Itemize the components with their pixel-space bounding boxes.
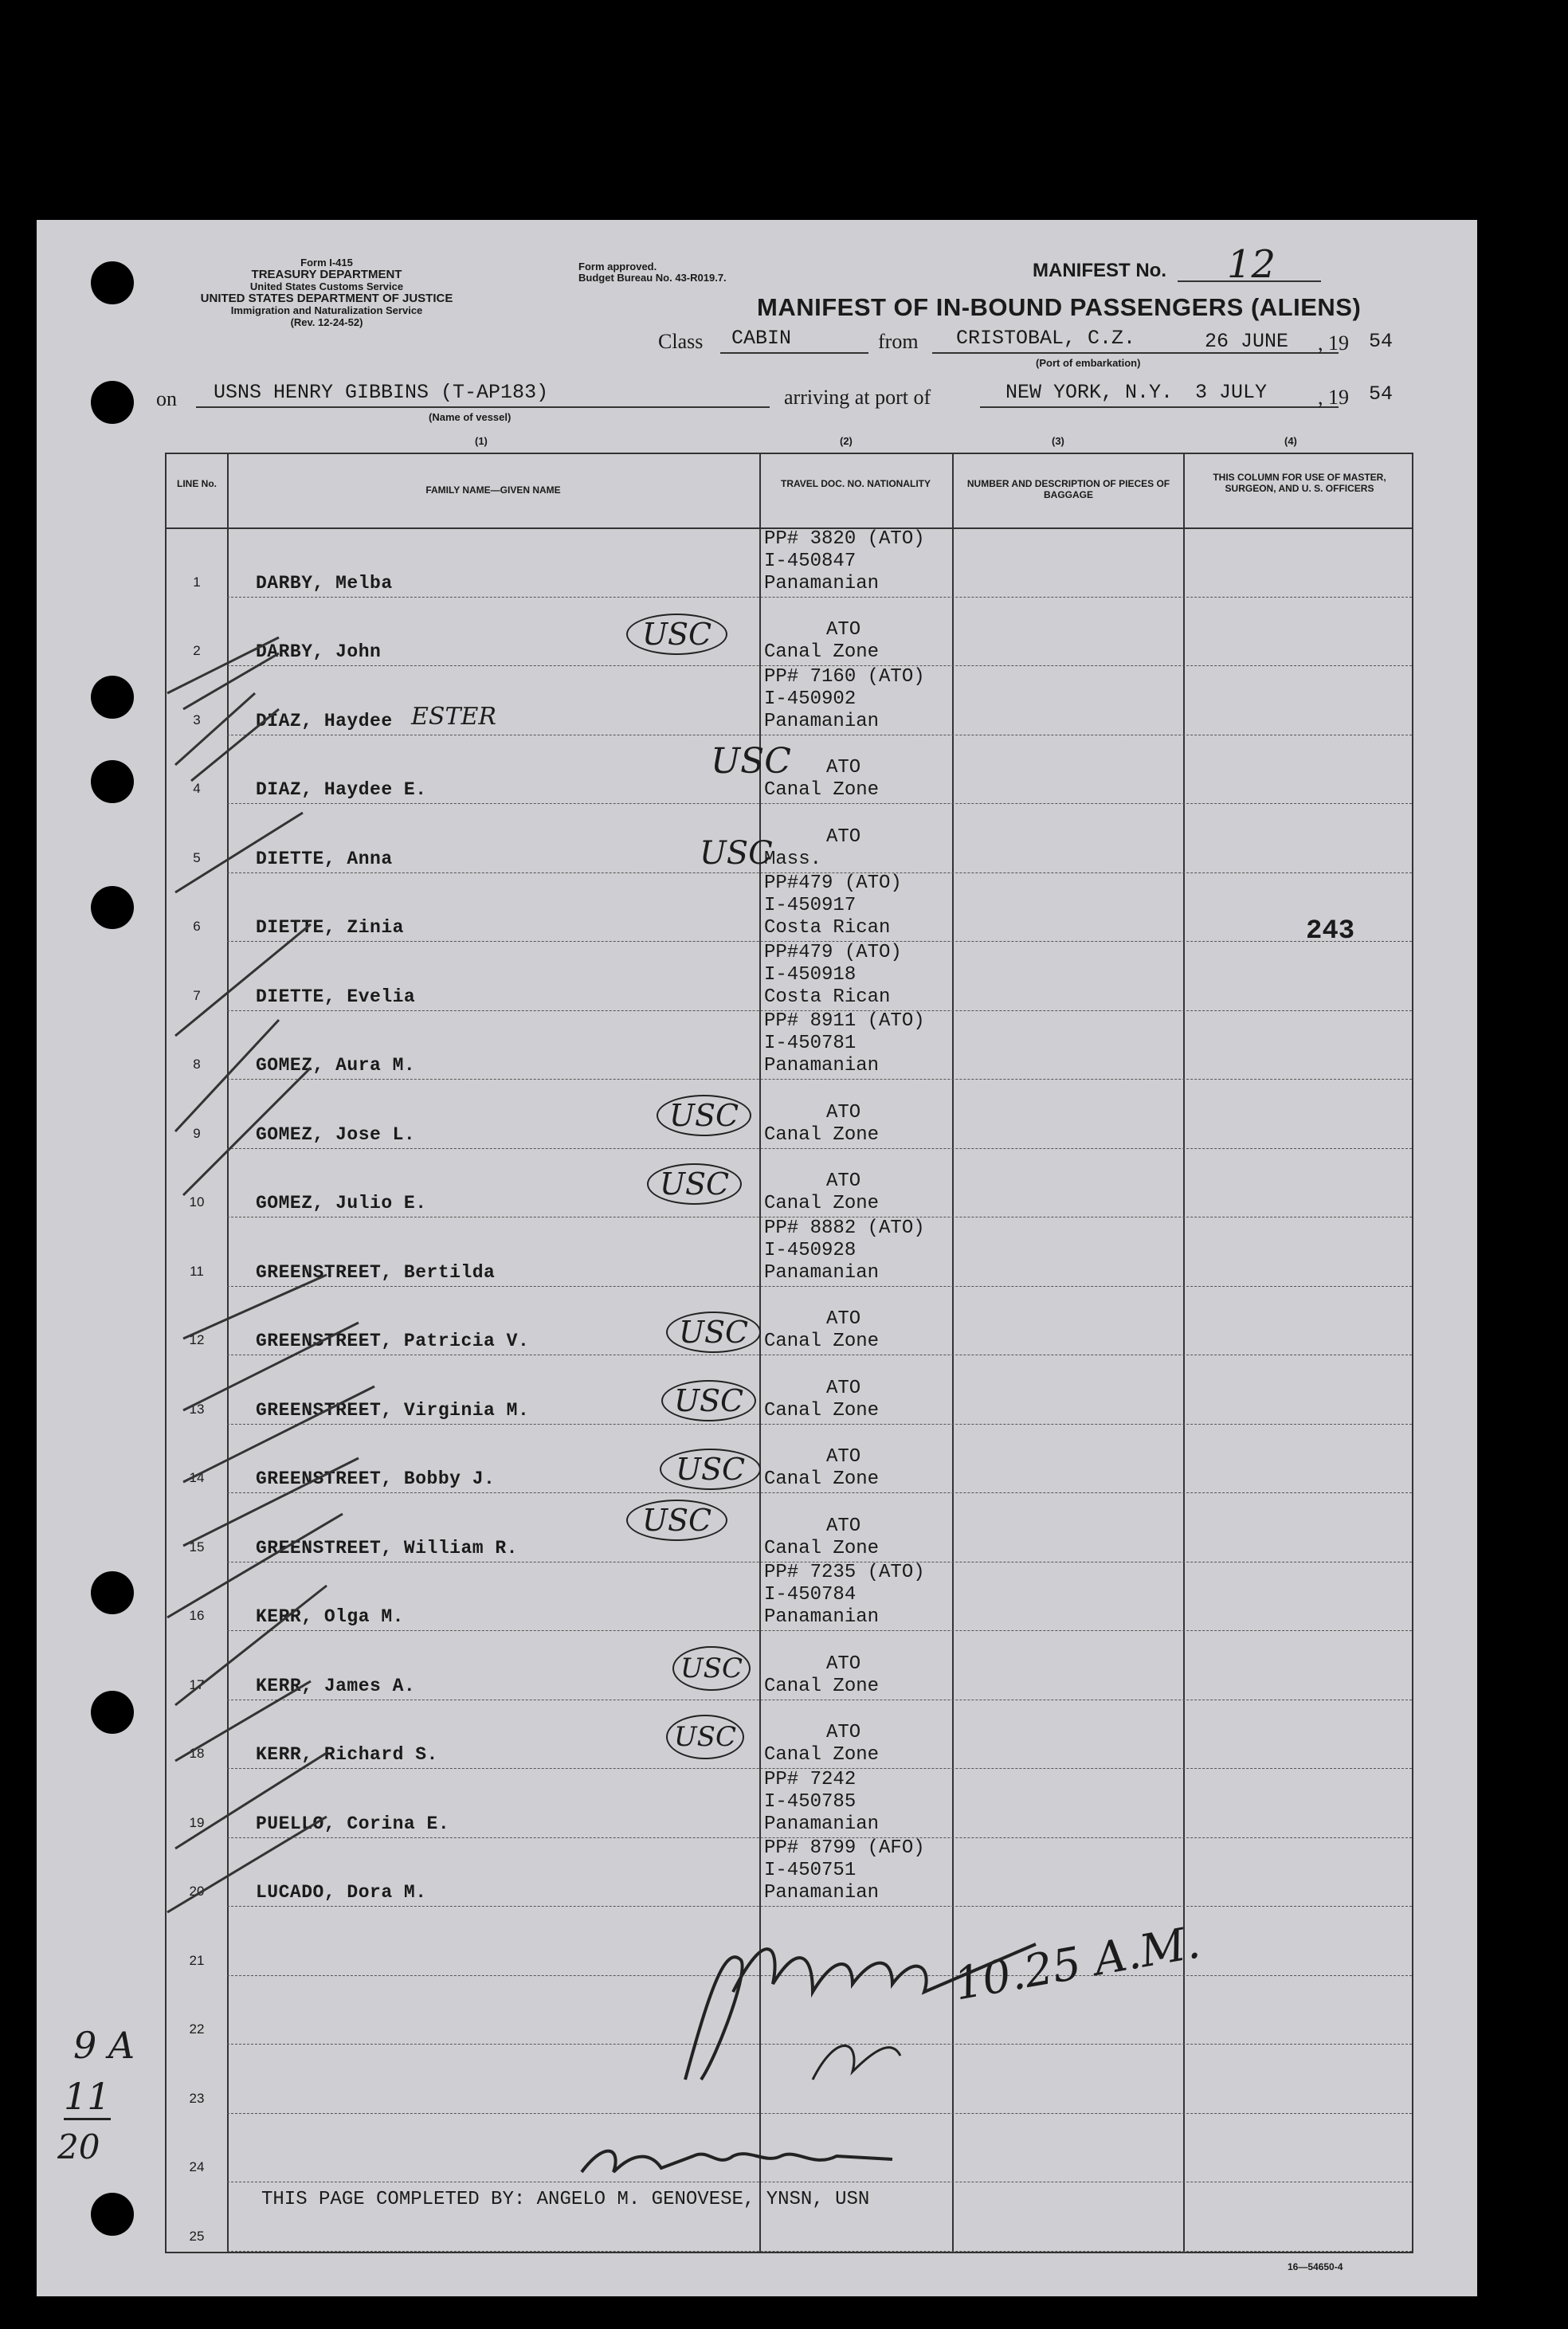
travel-doc-line: Canal Zone bbox=[764, 1468, 880, 1490]
travel-doc-line: PP# 7160 (ATO) bbox=[764, 665, 925, 688]
line-number: 20 bbox=[189, 1884, 205, 1899]
port-embarkation-label: (Port of embarkation) bbox=[1036, 357, 1141, 369]
travel-doc-line: Canal Zone bbox=[764, 641, 880, 663]
header-baggage: NUMBER AND DESCRIPTION OF PIECES OF BAGGAGE bbox=[966, 478, 1170, 500]
travel-doc-line: I-450751 bbox=[764, 1860, 857, 1881]
travel-doc-line: Panamanian bbox=[764, 1261, 880, 1284]
punch-hole bbox=[91, 1571, 134, 1614]
line-number: 4 bbox=[193, 781, 201, 796]
from-label: from bbox=[878, 330, 919, 353]
travel-doc-line: Panamanian bbox=[764, 1882, 880, 1904]
travel-doc-line: Costa Rican bbox=[764, 986, 891, 1008]
column-number: (4) bbox=[1284, 435, 1297, 447]
travel-doc-line: Canal Zone bbox=[764, 1193, 880, 1214]
header-name: FAMILY NAME—GIVEN NAME bbox=[425, 484, 561, 496]
travel-doc-line: PP# 8882 (ATO) bbox=[764, 1217, 925, 1239]
line-number: 19 bbox=[189, 1814, 205, 1830]
travel-doc-line: ATO bbox=[826, 1653, 861, 1675]
arriving-label: arriving at port of bbox=[784, 386, 931, 409]
passenger-name: GOMEZ, Julio E. bbox=[256, 1193, 427, 1214]
manifest-title: MANIFEST OF IN-BOUND PASSENGERS (ALIENS) bbox=[757, 293, 1362, 321]
class-label: Class bbox=[658, 330, 704, 353]
header-officers: THIS COLUMN FOR USE OF MASTER, SURGEON, AND U. S. OFFICERS bbox=[1213, 472, 1386, 494]
passenger-name: KERR, Olga M. bbox=[256, 1606, 404, 1627]
line-number: 24 bbox=[189, 2159, 205, 2174]
treasury-dept: TREASURY DEPARTMENT bbox=[251, 268, 402, 281]
passenger-name: DIAZ, Haydee E. bbox=[256, 779, 427, 800]
travel-doc-line: ATO bbox=[826, 757, 861, 778]
vessel-name: USNS HENRY GIBBINS (T-AP183) bbox=[214, 381, 549, 404]
travel-doc-line: I-450785 bbox=[764, 1790, 857, 1813]
punch-hole bbox=[91, 760, 134, 803]
travel-doc-line: PP# 8911 (ATO) bbox=[764, 1010, 925, 1032]
travel-doc-line: Canal Zone bbox=[764, 1399, 880, 1421]
budget-bureau: Budget Bureau No. 43-R019.7. bbox=[578, 272, 727, 284]
travel-doc-line: ATO bbox=[826, 825, 861, 848]
genovese-signature bbox=[574, 2132, 908, 2188]
passenger-name: GREENSTREET, Bobby J. bbox=[256, 1468, 496, 1489]
passenger-name: GOMEZ, Jose L. bbox=[256, 1123, 416, 1145]
arrival-date: 3 JULY bbox=[1195, 381, 1268, 404]
passenger-name: DIETTE, Evelia bbox=[256, 986, 416, 1007]
travel-doc-line: Panamanian bbox=[764, 1606, 880, 1628]
margin-note: 11 bbox=[64, 2075, 111, 2120]
column-number: (2) bbox=[840, 435, 853, 447]
arrival-port: NEW YORK, N.Y. bbox=[1005, 381, 1174, 404]
travel-doc-line: I-450917 bbox=[764, 895, 857, 916]
inspector-signature bbox=[653, 1896, 1100, 2104]
usc-mark: USC bbox=[700, 835, 773, 872]
travel-doc-line: Canal Zone bbox=[764, 1331, 880, 1352]
passenger-name: KERR, James A. bbox=[256, 1675, 416, 1696]
passenger-name: GREENSTREET, Bertilda bbox=[256, 1261, 496, 1283]
row-divider bbox=[227, 2113, 1412, 2114]
travel-doc-line: Canal Zone bbox=[764, 1537, 880, 1559]
row-divider bbox=[227, 597, 1412, 598]
travel-doc-line: Panamanian bbox=[764, 572, 880, 594]
column-number: (1) bbox=[475, 435, 488, 447]
line-number: 8 bbox=[193, 1057, 201, 1072]
travel-doc-line: I-450928 bbox=[764, 1239, 857, 1261]
travel-doc-line: ATO bbox=[826, 1722, 861, 1743]
punch-hole bbox=[91, 1691, 134, 1734]
officer-note: 243 bbox=[1306, 916, 1355, 947]
travel-doc-line: PP#479 (ATO) bbox=[764, 872, 902, 894]
travel-doc-line: Costa Rican bbox=[764, 917, 891, 939]
usc-mark: USC bbox=[626, 614, 727, 655]
customs-service: United States Customs Service bbox=[249, 280, 404, 292]
line-number: 12 bbox=[189, 1332, 205, 1347]
column-number: (3) bbox=[1052, 435, 1064, 447]
passenger-name: DIAZ, Haydee bbox=[256, 710, 393, 731]
passenger-name: DIETTE, Zinia bbox=[256, 917, 404, 938]
line-number: 14 bbox=[189, 1470, 205, 1485]
passenger-name: LUCADO, Dora M. bbox=[256, 1882, 427, 1903]
line-number: 1 bbox=[193, 574, 201, 590]
travel-doc-line: Mass. bbox=[764, 848, 822, 870]
handwritten-ester: ESTER bbox=[411, 703, 496, 731]
form-approved: Form approved. bbox=[578, 261, 657, 273]
line-number: 23 bbox=[189, 2090, 205, 2106]
passenger-name: GOMEZ, Aura M. bbox=[256, 1055, 416, 1076]
passenger-name: GREENSTREET, William R. bbox=[256, 1537, 518, 1559]
line-number: 21 bbox=[189, 1952, 205, 1968]
travel-doc-line: ATO bbox=[826, 1308, 861, 1330]
vessel-name-label: (Name of vessel) bbox=[429, 411, 512, 423]
punch-hole bbox=[91, 2193, 134, 2236]
usc-mark: USC bbox=[711, 741, 791, 782]
header-line-no: LINE No. bbox=[177, 478, 217, 489]
travel-doc-line: ATO bbox=[826, 1101, 861, 1123]
class-value: CABIN bbox=[731, 327, 792, 350]
passenger-name: DARBY, John bbox=[256, 641, 382, 662]
travel-doc-line: I-450784 bbox=[764, 1584, 857, 1606]
travel-doc-line: PP#479 (ATO) bbox=[764, 941, 902, 963]
travel-doc-line: PP# 8799 (AFO) bbox=[764, 1837, 925, 1859]
line-number: 13 bbox=[189, 1401, 205, 1417]
year-prefix-1: , 19 bbox=[1318, 331, 1349, 355]
line-number: 18 bbox=[189, 1746, 205, 1761]
completed-by: THIS PAGE COMPLETED BY: ANGELO M. GENOVESE, YNSN, USN bbox=[261, 2189, 870, 2210]
on-label: on bbox=[156, 387, 177, 410]
form-number: Form I-415 bbox=[300, 257, 353, 269]
line-number: 15 bbox=[189, 1539, 205, 1555]
line-number: 22 bbox=[189, 2021, 205, 2037]
passenger-name: GREENSTREET, Patricia V. bbox=[256, 1331, 530, 1351]
line-number: 25 bbox=[189, 2228, 205, 2244]
margin-note: 9 A bbox=[73, 2024, 135, 2067]
travel-doc-line: Canal Zone bbox=[764, 1744, 880, 1766]
travel-doc-line: ATO bbox=[826, 1170, 861, 1192]
travel-doc-line: Canal Zone bbox=[764, 779, 880, 801]
line-number: 17 bbox=[189, 1676, 205, 1692]
ins-service: Immigration and Naturalization Service bbox=[230, 304, 423, 316]
passenger-name: DARBY, Melba bbox=[256, 572, 393, 594]
line-number: 16 bbox=[189, 1608, 205, 1623]
arrival-year: 54 bbox=[1369, 382, 1394, 406]
departure-date: 26 JUNE bbox=[1205, 330, 1289, 353]
travel-doc-line: Panamanian bbox=[764, 1813, 880, 1835]
departure-year: 54 bbox=[1369, 330, 1394, 353]
approval-block bbox=[578, 261, 727, 284]
usc-mark: USC bbox=[626, 1500, 727, 1541]
travel-doc-line: Panamanian bbox=[764, 1055, 880, 1076]
punch-hole bbox=[91, 886, 134, 929]
line-number: 7 bbox=[193, 987, 201, 1003]
usc-mark: USC bbox=[672, 1646, 751, 1691]
row-divider bbox=[227, 2251, 1412, 2252]
arrival-time-note: 10.25 A.M. bbox=[950, 1916, 1204, 2011]
line-number: 3 bbox=[193, 712, 201, 727]
justice-dept: UNITED STATES DEPARTMENT OF JUSTICE bbox=[200, 292, 453, 305]
year-prefix-2: , 19 bbox=[1318, 386, 1349, 409]
travel-doc-line: ATO bbox=[826, 1377, 861, 1399]
travel-doc-line: I-450781 bbox=[764, 1033, 857, 1054]
usc-mark: USC bbox=[647, 1163, 742, 1205]
travel-doc-line: PP# 3820 (ATO) bbox=[764, 527, 925, 550]
travel-doc-line: I-450902 bbox=[764, 688, 857, 710]
usc-mark: USC bbox=[661, 1380, 756, 1421]
line-number: 9 bbox=[193, 1125, 201, 1141]
punch-hole bbox=[91, 381, 134, 424]
manifest-number-label: MANIFEST No. bbox=[1033, 260, 1166, 281]
usc-mark: USC bbox=[657, 1095, 751, 1136]
travel-doc-line: Panamanian bbox=[764, 710, 880, 732]
margin-note: 20 bbox=[57, 2127, 100, 2166]
revision: (Rev. 12-24-52) bbox=[290, 316, 363, 328]
header-travel-doc: TRAVEL DOC. NO. NATIONALITY bbox=[781, 478, 931, 489]
usc-mark: USC bbox=[666, 1312, 761, 1353]
manifest-number: 12 bbox=[1227, 242, 1276, 287]
tally-marks bbox=[151, 621, 406, 1944]
passenger-name: KERR, Richard S. bbox=[256, 1744, 438, 1765]
from-value: CRISTOBAL, C.Z. bbox=[956, 327, 1136, 350]
travel-doc-line: PP# 7242 bbox=[764, 1768, 857, 1790]
agency-block bbox=[120, 257, 534, 328]
line-number: 10 bbox=[189, 1194, 205, 1210]
usc-mark: USC bbox=[660, 1449, 761, 1490]
travel-doc-line: I-450847 bbox=[764, 550, 857, 572]
travel-doc-line: Canal Zone bbox=[764, 1675, 880, 1697]
travel-doc-line: I-450918 bbox=[764, 963, 857, 986]
travel-doc-line: ATO bbox=[826, 1515, 861, 1537]
passenger-name: PUELLO, Corina E. bbox=[256, 1813, 450, 1834]
travel-doc-line: ATO bbox=[826, 619, 861, 641]
travel-doc-line: PP# 7235 (ATO) bbox=[764, 1562, 925, 1583]
line-number: 6 bbox=[193, 919, 201, 934]
form-code: 16—54650-4 bbox=[1288, 2261, 1343, 2272]
passenger-name: DIETTE, Anna bbox=[256, 848, 393, 869]
travel-doc-line: Canal Zone bbox=[764, 1123, 880, 1146]
travel-doc-line: ATO bbox=[826, 1446, 861, 1468]
line-number: 5 bbox=[193, 849, 201, 865]
passenger-name: GREENSTREET, Virginia M. bbox=[256, 1399, 530, 1421]
punch-hole bbox=[91, 676, 134, 719]
line-number: 2 bbox=[193, 643, 201, 658]
usc-mark: USC bbox=[666, 1715, 744, 1759]
line-number: 11 bbox=[190, 1263, 204, 1279]
